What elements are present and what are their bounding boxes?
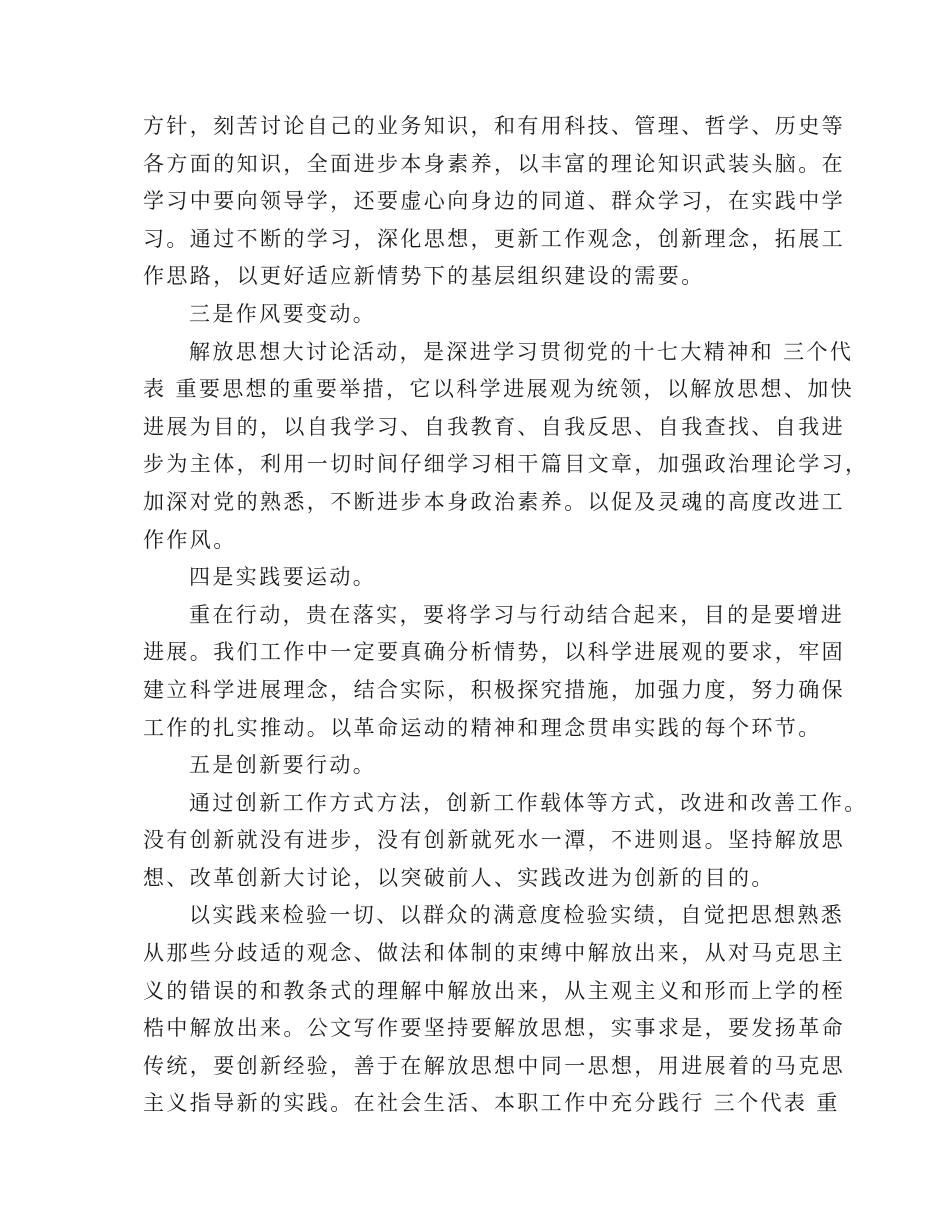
text-line: 进展。我们工作中一定要真确分析情势，以科学进展观的要求，牢固 xyxy=(143,640,845,665)
section-heading: 三是作风要变动。 xyxy=(189,301,377,326)
text-line: 传统，要创新经验，善于在解放思想中同一思想，用进展着的马克思 xyxy=(143,1053,845,1078)
text-line: 进展为目的，以自我学习、自我教育、自我反思、自我查找、自我进 xyxy=(143,414,845,439)
text-line: 步为主体，利用一切时间仔细学习相干篇目文章，加强政治理论学习， xyxy=(143,452,869,477)
text-line: 作思路，以更好适应新情势下的基层组织建设的需要。 xyxy=(143,264,705,289)
text-line: 主义指导新的实践。在社会生活、本职工作中充分践行 三个代表 重 xyxy=(143,1091,840,1116)
text-line: 建立科学进展理念，结合实际，积极探究措施，加强力度，努力确保 xyxy=(143,677,845,702)
text-line: 加深对党的熟悉，不断进步本身政治素养。以促及灵魂的高度改进工 xyxy=(143,489,845,514)
document-body xyxy=(143,108,869,1123)
text-line: 从那些分歧适的观念、做法和体制的束缚中解放出来，从对马克思主 xyxy=(143,941,845,966)
section-heading: 四是实践要运动。 xyxy=(189,565,377,590)
section-heading: 五是创新要行动。 xyxy=(189,753,377,778)
text-line: 学习中要向领导学，还要虚心向身边的同道、群众学习，在实践中学 xyxy=(143,189,845,214)
text-line: 没有创新就没有进步，没有创新就死水一潭，不进则退。坚持解放思 xyxy=(143,828,845,853)
text-line: 重在行动，贵在落实，要将学习与行动结合起来，目的是要增进 xyxy=(189,602,845,627)
text-line: 想、改革创新大讨论，以突破前人、实践改进为创新的目的。 xyxy=(143,865,775,890)
text-line: 梏中解放出来。公文写作要坚持要解放思想，实事求是，要发扬革命 xyxy=(143,1016,845,1041)
text-line: 各方面的知识，全面进步本身素养，以丰富的理论知识武装头脑。在 xyxy=(143,151,845,176)
text-line: 通过创新工作方式方法，创新工作载体等方式，改进和改善工作。 xyxy=(189,790,868,815)
text-line: 工作的扎实推动。以革命运动的精神和理念贯串实践的每个环节。 xyxy=(143,715,822,740)
text-line: 以实践来检验一切、以群众的满意度检验实绩，自觉把思想熟悉 xyxy=(189,903,845,928)
text-line: 习。通过不断的学习，深化思想，更新工作观念，创新理念，拓展工 xyxy=(143,226,845,251)
text-line: 义的错误的和教条式的理解中解放出来，从主观主义和形而上学的桎 xyxy=(143,978,845,1003)
text-line: 方针，刻苦讨论自己的业务知识，和有用科技、管理、哲学、历史等 xyxy=(143,114,845,138)
text-line: 解放思想大讨论活动，是深进学习贯彻党的十七大精神和 三个代 xyxy=(189,339,854,364)
text-line: 表 重要思想的重要举措，它以科学进展观为统领，以解放思想、加快 xyxy=(143,377,855,402)
text-line: 作作风。 xyxy=(143,527,237,552)
